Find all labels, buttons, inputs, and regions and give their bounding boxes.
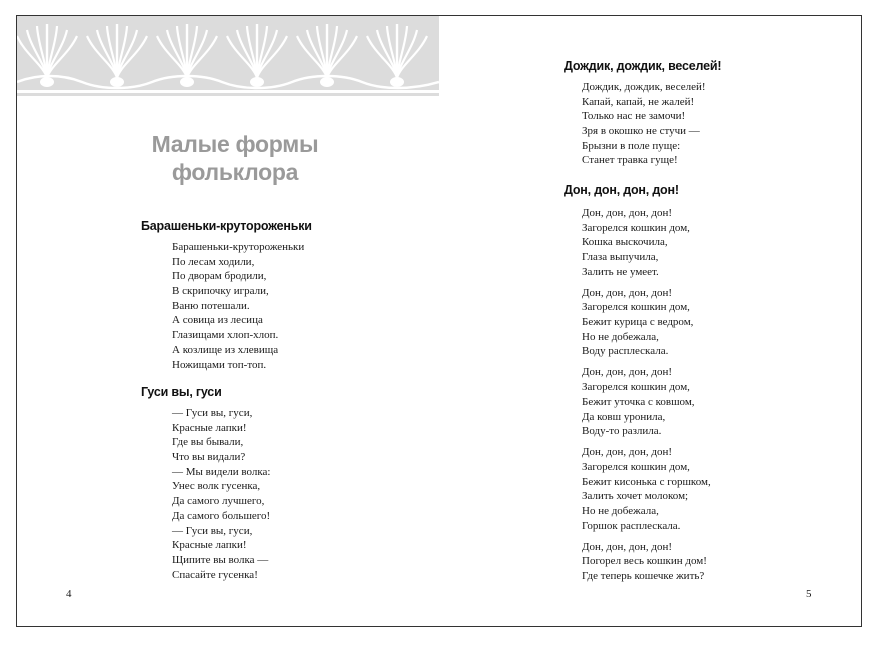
poem-line: Да ковш уронила, [582,410,666,423]
poem-line: Ножищами топ-топ. [172,358,267,371]
book-spread [16,15,862,627]
poem-line: Бежит кисонька с горшком, [582,475,711,488]
poem-line: Капай, капай, не жалей! [582,95,695,108]
poem-line: Загорелся кошкин дом, [582,301,690,314]
poem-line: Загорелся кошкин дом, [582,460,690,473]
stanza [172,240,304,372]
stanza [582,365,711,438]
poem-line: — Гуси вы, гуси, [172,524,253,537]
poem-line: Что вы видали? [172,451,246,464]
poem-line: Воду расплескала. [582,345,669,358]
poem-line: Да самого большего! [172,509,271,522]
poem-line: Кошка выскочила, [582,236,668,249]
poem-line: — Мы видели волка: [172,465,271,478]
poem-heading: Дождик, дождик, веселей! [564,59,722,73]
poem-line: Глаза выпучила, [582,251,659,264]
poem-body [582,206,711,590]
poem-line: Воду-то разлила. [582,425,662,438]
poem-line: — Гуси вы, гуси, [172,407,253,419]
poem-line: По дворам бродили, [172,270,267,283]
poem-line: Где теперь кошечке жить? [582,570,705,582]
poem-line: Да самого лучшего, [172,495,265,508]
page-number-right: 5 [806,588,812,600]
poem-line: Погорел весь кошкин дом! [582,555,707,568]
poem-line: По лесам ходили, [172,255,255,268]
poem-line: Дон, дон, дон, дон! [582,286,673,299]
poem-line: Но не добежала, [582,330,659,343]
poem-line: Спасайте гусенка! [172,568,258,581]
poem-line: Дон, дон, дон, дон! [582,446,673,459]
stanza [582,540,711,584]
poem-body [172,240,304,378]
stanza [582,445,711,533]
poem-line: Бежит уточка с ковшом, [582,395,695,408]
stanza [172,406,270,582]
poem-line: Красные лапки! [172,421,247,434]
poem-line: Красные лапки! [172,539,247,552]
poem-body [172,406,270,589]
poem-line: Барашеньки-крутороженьки [172,241,305,253]
poem-line: Унес волк гусенка, [172,480,261,493]
stanza [582,80,706,168]
title-line: Малые формы [151,131,319,157]
poem-line: Где вы бывали, [172,436,244,449]
poem-line: Загорелся кошкин дом, [582,381,690,394]
poem-line: Зря в окошко не стучи — [582,125,700,138]
poem-line: В скрипочку играли, [172,285,269,298]
page-title [120,130,350,186]
page-number-left: 4 [66,588,72,600]
poem-line: Но не добежала, [582,504,659,517]
poem-line: А козлище из хлевища [172,343,279,356]
poem-line: Дождик, дождик, веселей! [582,81,706,93]
poem-line: Щипите вы волка — [172,553,269,566]
poem-line: Загорелся кошкин дом, [582,221,690,234]
poem-line: Дон, дон, дон, дон! [582,366,673,379]
poem-heading: Дон, дон, дон, дон! [564,183,679,197]
poem-line: Ваню потешали. [172,299,250,312]
poem-line: А совица из лесица [172,314,263,327]
ornament-banner [17,16,439,96]
poem-line: Залить хочет молоком; [582,490,689,503]
poem-line: Только нас не замочи! [582,110,686,123]
poem-line: Дон, дон, дон, дон! [582,540,673,553]
stanza [582,286,711,359]
poem-body [582,80,706,174]
poem-line: Бежит курица с ведром, [582,316,694,329]
poem-line: Залить не умеет. [582,265,659,278]
poem-line: Дон, дон, дон, дон! [582,207,673,219]
poem-heading: Барашеньки-крутороженьки [141,219,312,233]
poem-line: Глазищами хлоп-хлоп. [172,329,279,342]
poem-line: Горшок расплескала. [582,519,681,532]
title-line: фольклора [171,159,299,185]
poem-heading: Гуси вы, гуси [141,385,222,399]
stanza [582,206,711,279]
poem-line: Брызни в поле пуще: [582,139,681,152]
poem-line: Станет травка гуще! [582,154,678,167]
palmette-ornament-icon [17,16,439,96]
